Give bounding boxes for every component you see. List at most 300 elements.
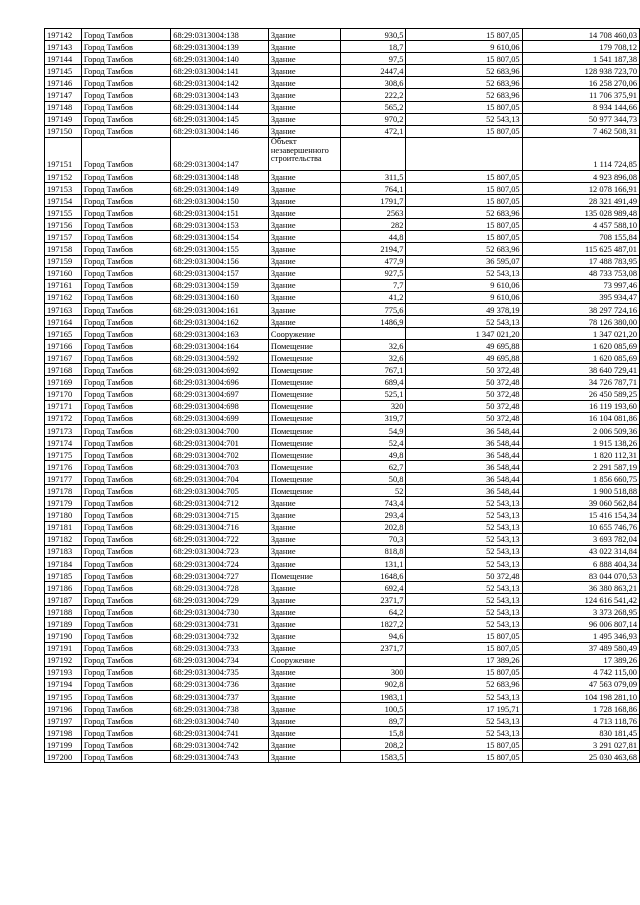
row-number-cell: 197154 bbox=[45, 195, 82, 207]
table-row bbox=[45, 182, 640, 194]
table-row bbox=[45, 473, 640, 485]
object-type-cell: Здание bbox=[268, 315, 340, 327]
cadastral-value-cell: 34 726 787,71 bbox=[522, 376, 639, 388]
cadastral-number-cell: 68:29:0313004:149 bbox=[171, 182, 269, 194]
city-cell: Город Тамбов bbox=[81, 702, 170, 714]
cadastral-value-cell: 25 030 463,68 bbox=[522, 751, 639, 763]
table-row bbox=[45, 303, 640, 315]
specific-value-cell: 17 389,26 bbox=[406, 654, 522, 666]
object-type-cell: Здание bbox=[268, 497, 340, 509]
specific-value-cell: 15 807,05 bbox=[406, 739, 522, 751]
cadastral-value-cell: 1 915 138,26 bbox=[522, 436, 639, 448]
object-type-cell: Здание bbox=[268, 678, 340, 690]
cadastral-value-cell: 38 640 729,41 bbox=[522, 364, 639, 376]
area-cell: 320 bbox=[341, 400, 406, 412]
cadastral-value-cell: 83 044 070,53 bbox=[522, 569, 639, 581]
row-number-cell: 197196 bbox=[45, 702, 82, 714]
row-number-cell: 197164 bbox=[45, 315, 82, 327]
cadastral-value-cell: 37 489 580,49 bbox=[522, 642, 639, 654]
cadastral-value-cell: 1 347 021,20 bbox=[522, 328, 639, 340]
area-cell: 764,1 bbox=[341, 182, 406, 194]
cadastral-value-cell: 4 457 588,10 bbox=[522, 219, 639, 231]
cadastral-value-cell: 73 997,46 bbox=[522, 279, 639, 291]
table-row bbox=[45, 666, 640, 678]
cadastral-value-cell: 1 728 168,86 bbox=[522, 702, 639, 714]
area-cell: 97,5 bbox=[341, 53, 406, 65]
cadastral-number-cell: 68:29:0313004:727 bbox=[171, 569, 269, 581]
area-cell: 49,8 bbox=[341, 449, 406, 461]
table-row bbox=[45, 77, 640, 89]
city-cell: Город Тамбов bbox=[81, 727, 170, 739]
object-type-cell: Здание bbox=[268, 557, 340, 569]
table-row bbox=[45, 654, 640, 666]
table-row bbox=[45, 678, 640, 690]
city-cell: Город Тамбов bbox=[81, 473, 170, 485]
cadastral-value-cell: 26 450 589,25 bbox=[522, 388, 639, 400]
table-row bbox=[45, 101, 640, 113]
cadastral-number-cell: 68:29:0313004:704 bbox=[171, 473, 269, 485]
area-cell: 62,7 bbox=[341, 461, 406, 473]
cadastral-value-cell: 1 900 518,88 bbox=[522, 485, 639, 497]
cadastral-number-cell: 68:29:0313004:144 bbox=[171, 101, 269, 113]
area-cell: 32,6 bbox=[341, 352, 406, 364]
row-number-cell: 197190 bbox=[45, 630, 82, 642]
specific-value-cell: 52 543,13 bbox=[406, 113, 522, 125]
city-cell: Город Тамбов bbox=[81, 594, 170, 606]
city-cell: Город Тамбов bbox=[81, 303, 170, 315]
cadastral-value-cell: 395 934,47 bbox=[522, 291, 639, 303]
city-cell: Город Тамбов bbox=[81, 53, 170, 65]
specific-value-cell: 52 683,96 bbox=[406, 89, 522, 101]
cadastral-number-cell: 68:29:0313004:142 bbox=[171, 77, 269, 89]
area-cell bbox=[341, 654, 406, 666]
city-cell: Город Тамбов bbox=[81, 424, 170, 436]
row-number-cell: 197185 bbox=[45, 569, 82, 581]
cadastral-number-cell: 68:29:0313004:722 bbox=[171, 533, 269, 545]
table-row bbox=[45, 594, 640, 606]
specific-value-cell: 50 372,48 bbox=[406, 388, 522, 400]
city-cell: Город Тамбов bbox=[81, 89, 170, 101]
specific-value-cell: 15 807,05 bbox=[406, 53, 522, 65]
specific-value-cell: 50 372,48 bbox=[406, 364, 522, 376]
table-row bbox=[45, 751, 640, 763]
row-number-cell: 197165 bbox=[45, 328, 82, 340]
specific-value-cell: 49 695,88 bbox=[406, 352, 522, 364]
cadastral-value-cell: 2 291 587,19 bbox=[522, 461, 639, 473]
area-cell: 52,4 bbox=[341, 436, 406, 448]
specific-value-cell: 36 548,44 bbox=[406, 436, 522, 448]
city-cell: Город Тамбов bbox=[81, 65, 170, 77]
table-row bbox=[45, 255, 640, 267]
specific-value-cell: 52 683,96 bbox=[406, 77, 522, 89]
row-number-cell: 197194 bbox=[45, 678, 82, 690]
object-type-cell: Здание bbox=[268, 751, 340, 763]
table-row bbox=[45, 352, 640, 364]
row-number-cell: 197160 bbox=[45, 267, 82, 279]
cadastral-number-cell: 68:29:0313004:147 bbox=[171, 137, 269, 170]
table-row bbox=[45, 642, 640, 654]
specific-value-cell: 52 543,13 bbox=[406, 497, 522, 509]
specific-value-cell: 52 543,13 bbox=[406, 533, 522, 545]
table-row bbox=[45, 219, 640, 231]
cadastral-value-cell: 1 495 346,93 bbox=[522, 630, 639, 642]
cadastral-number-cell: 68:29:0313004:159 bbox=[171, 279, 269, 291]
cadastral-value-cell: 7 462 508,31 bbox=[522, 125, 639, 137]
table-row bbox=[45, 606, 640, 618]
cadastral-number-cell: 68:29:0313004:715 bbox=[171, 509, 269, 521]
cadastral-number-cell: 68:29:0313004:154 bbox=[171, 231, 269, 243]
cadastral-value-cell: 3 291 027,81 bbox=[522, 739, 639, 751]
city-cell: Город Тамбов bbox=[81, 291, 170, 303]
specific-value-cell: 52 543,13 bbox=[406, 594, 522, 606]
table-row bbox=[45, 29, 640, 41]
table-row bbox=[45, 388, 640, 400]
object-type-cell: Здание bbox=[268, 739, 340, 751]
table-row bbox=[45, 557, 640, 569]
specific-value-cell: 52 543,13 bbox=[406, 509, 522, 521]
table-row bbox=[45, 702, 640, 714]
area-cell: 1648,6 bbox=[341, 569, 406, 581]
object-type-cell: Здание bbox=[268, 606, 340, 618]
city-cell: Город Тамбов bbox=[81, 182, 170, 194]
cadastral-number-cell: 68:29:0313004:699 bbox=[171, 412, 269, 424]
city-cell: Город Тамбов bbox=[81, 642, 170, 654]
area-cell: 300 bbox=[341, 666, 406, 678]
city-cell: Город Тамбов bbox=[81, 485, 170, 497]
specific-value-cell: 52 543,13 bbox=[406, 690, 522, 702]
row-number-cell: 197195 bbox=[45, 690, 82, 702]
city-cell: Город Тамбов bbox=[81, 29, 170, 41]
table-row bbox=[45, 125, 640, 137]
table-row bbox=[45, 630, 640, 642]
object-type-cell: Здание bbox=[268, 113, 340, 125]
area-cell: 15,8 bbox=[341, 727, 406, 739]
object-type-cell: Помещение bbox=[268, 436, 340, 448]
area-cell: 930,5 bbox=[341, 29, 406, 41]
table-row bbox=[45, 89, 640, 101]
city-cell: Город Тамбов bbox=[81, 77, 170, 89]
table-row bbox=[45, 545, 640, 557]
area-cell: 2371,7 bbox=[341, 642, 406, 654]
city-cell: Город Тамбов bbox=[81, 328, 170, 340]
city-cell: Город Тамбов bbox=[81, 630, 170, 642]
city-cell: Город Тамбов bbox=[81, 449, 170, 461]
object-type-cell: Здание bbox=[268, 303, 340, 315]
cadastral-number-cell: 68:29:0313004:139 bbox=[171, 41, 269, 53]
object-type-cell: Помещение bbox=[268, 376, 340, 388]
row-number-cell: 197163 bbox=[45, 303, 82, 315]
object-type-cell: Помещение bbox=[268, 461, 340, 473]
area-cell: 472,1 bbox=[341, 125, 406, 137]
specific-value-cell: 1 347 021,20 bbox=[406, 328, 522, 340]
area-cell: 208,2 bbox=[341, 739, 406, 751]
cadastral-number-cell: 68:29:0313004:696 bbox=[171, 376, 269, 388]
row-number-cell: 197149 bbox=[45, 113, 82, 125]
area-cell: 1983,1 bbox=[341, 690, 406, 702]
object-type-cell: Здание bbox=[268, 89, 340, 101]
area-cell: 202,8 bbox=[341, 521, 406, 533]
table-row bbox=[45, 618, 640, 630]
object-type-cell: Здание bbox=[268, 521, 340, 533]
table-row bbox=[45, 727, 640, 739]
table-row bbox=[45, 53, 640, 65]
area-cell: 1583,5 bbox=[341, 751, 406, 763]
cadastral-number-cell: 68:29:0313004:160 bbox=[171, 291, 269, 303]
specific-value-cell: 52 543,13 bbox=[406, 267, 522, 279]
cadastral-number-cell: 68:29:0313004:731 bbox=[171, 618, 269, 630]
cadastral-number-cell: 68:29:0313004:143 bbox=[171, 89, 269, 101]
row-number-cell: 197180 bbox=[45, 509, 82, 521]
table-row bbox=[45, 328, 640, 340]
specific-value-cell: 52 543,13 bbox=[406, 715, 522, 727]
table-row bbox=[45, 690, 640, 702]
table-row bbox=[45, 376, 640, 388]
cadastral-number-cell: 68:29:0313004:153 bbox=[171, 219, 269, 231]
cadastral-value-cell: 8 934 144,66 bbox=[522, 101, 639, 113]
area-cell: 54,9 bbox=[341, 424, 406, 436]
row-number-cell: 197200 bbox=[45, 751, 82, 763]
city-cell: Город Тамбов bbox=[81, 618, 170, 630]
table-row bbox=[45, 485, 640, 497]
row-number-cell: 197174 bbox=[45, 436, 82, 448]
row-number-cell: 197170 bbox=[45, 388, 82, 400]
cadastral-number-cell: 68:29:0313004:692 bbox=[171, 364, 269, 376]
object-type-cell: Помещение bbox=[268, 352, 340, 364]
cadastral-value-cell: 39 060 562,84 bbox=[522, 497, 639, 509]
city-cell: Город Тамбов bbox=[81, 666, 170, 678]
area-cell: 477,9 bbox=[341, 255, 406, 267]
row-number-cell: 197199 bbox=[45, 739, 82, 751]
specific-value-cell: 15 807,05 bbox=[406, 751, 522, 763]
object-type-cell: Здание bbox=[268, 509, 340, 521]
city-cell: Город Тамбов bbox=[81, 170, 170, 182]
area-cell: 41,2 bbox=[341, 291, 406, 303]
object-type-cell: Здание bbox=[268, 267, 340, 279]
city-cell: Город Тамбов bbox=[81, 376, 170, 388]
object-type-cell: Здание bbox=[268, 533, 340, 545]
specific-value-cell: 52 543,13 bbox=[406, 557, 522, 569]
city-cell: Город Тамбов bbox=[81, 533, 170, 545]
area-cell: 818,8 bbox=[341, 545, 406, 557]
table-row bbox=[45, 291, 640, 303]
area-cell bbox=[341, 328, 406, 340]
cadastral-number-cell: 68:29:0313004:703 bbox=[171, 461, 269, 473]
area-cell: 2563 bbox=[341, 207, 406, 219]
specific-value-cell: 17 195,71 bbox=[406, 702, 522, 714]
object-type-cell: Помещение bbox=[268, 340, 340, 352]
cadastral-number-cell: 68:29:0313004:716 bbox=[171, 521, 269, 533]
cadastral-value-cell: 48 733 753,08 bbox=[522, 267, 639, 279]
specific-value-cell: 52 683,96 bbox=[406, 65, 522, 77]
city-cell: Город Тамбов bbox=[81, 125, 170, 137]
cadastral-value-cell: 36 380 863,21 bbox=[522, 582, 639, 594]
city-cell: Город Тамбов bbox=[81, 412, 170, 424]
object-type-cell: Помещение bbox=[268, 400, 340, 412]
city-cell: Город Тамбов bbox=[81, 400, 170, 412]
table-row bbox=[45, 113, 640, 125]
cadastral-number-cell: 68:29:0313004:145 bbox=[171, 113, 269, 125]
city-cell: Город Тамбов bbox=[81, 461, 170, 473]
object-type-cell: Здание bbox=[268, 53, 340, 65]
object-type-cell: Здание bbox=[268, 618, 340, 630]
cadastral-value-cell: 38 297 724,16 bbox=[522, 303, 639, 315]
row-number-cell: 197159 bbox=[45, 255, 82, 267]
row-number-cell: 197150 bbox=[45, 125, 82, 137]
row-number-cell: 197192 bbox=[45, 654, 82, 666]
city-cell: Город Тамбов bbox=[81, 195, 170, 207]
cadastral-number-cell: 68:29:0313004:146 bbox=[171, 125, 269, 137]
table-row bbox=[45, 267, 640, 279]
row-number-cell: 197188 bbox=[45, 606, 82, 618]
table-row bbox=[45, 170, 640, 182]
area-cell: 1791,7 bbox=[341, 195, 406, 207]
area-cell: 94,6 bbox=[341, 630, 406, 642]
specific-value-cell: 50 372,48 bbox=[406, 569, 522, 581]
row-number-cell: 197191 bbox=[45, 642, 82, 654]
cadastral-value-cell: 2 006 509,36 bbox=[522, 424, 639, 436]
cadastral-number-cell: 68:29:0313004:162 bbox=[171, 315, 269, 327]
row-number-cell: 197198 bbox=[45, 727, 82, 739]
city-cell: Город Тамбов bbox=[81, 279, 170, 291]
cadastral-value-cell: 28 321 491,49 bbox=[522, 195, 639, 207]
city-cell: Город Тамбов bbox=[81, 751, 170, 763]
cadastral-value-cell: 10 655 746,76 bbox=[522, 521, 639, 533]
city-cell: Город Тамбов bbox=[81, 678, 170, 690]
specific-value-cell: 36 548,44 bbox=[406, 485, 522, 497]
area-cell: 222,2 bbox=[341, 89, 406, 101]
specific-value-cell: 52 683,96 bbox=[406, 243, 522, 255]
specific-value-cell: 15 807,05 bbox=[406, 630, 522, 642]
table-row bbox=[45, 279, 640, 291]
city-cell: Город Тамбов bbox=[81, 255, 170, 267]
area-cell: 2447,4 bbox=[341, 65, 406, 77]
city-cell: Город Тамбов bbox=[81, 497, 170, 509]
table-row bbox=[45, 137, 640, 170]
cadastral-number-cell: 68:29:0313004:698 bbox=[171, 400, 269, 412]
cadastral-value-cell: 11 706 375,91 bbox=[522, 89, 639, 101]
cadastral-value-cell: 6 888 404,34 bbox=[522, 557, 639, 569]
object-type-cell: Помещение bbox=[268, 424, 340, 436]
specific-value-cell: 52 543,13 bbox=[406, 545, 522, 557]
city-cell: Город Тамбов bbox=[81, 545, 170, 557]
area-cell: 692,4 bbox=[341, 582, 406, 594]
area-cell: 2371,7 bbox=[341, 594, 406, 606]
area-cell: 89,7 bbox=[341, 715, 406, 727]
area-cell: 50,8 bbox=[341, 473, 406, 485]
object-type-cell: Здание bbox=[268, 702, 340, 714]
object-type-cell: Помещение bbox=[268, 449, 340, 461]
cadastral-value-cell: 96 006 807,14 bbox=[522, 618, 639, 630]
specific-value-cell: 15 807,05 bbox=[406, 642, 522, 654]
specific-value-cell: 52 543,13 bbox=[406, 727, 522, 739]
cadastral-number-cell: 68:29:0313004:151 bbox=[171, 207, 269, 219]
cadastral-value-cell: 3 693 782,04 bbox=[522, 533, 639, 545]
specific-value-cell: 50 372,48 bbox=[406, 376, 522, 388]
row-number-cell: 197167 bbox=[45, 352, 82, 364]
cadastral-value-cell: 3 373 268,95 bbox=[522, 606, 639, 618]
table-row bbox=[45, 569, 640, 581]
object-type-cell: Здание bbox=[268, 170, 340, 182]
object-type-cell: Здание bbox=[268, 243, 340, 255]
object-type-cell: Здание bbox=[268, 182, 340, 194]
specific-value-cell: 15 807,05 bbox=[406, 170, 522, 182]
object-type-cell: Помещение bbox=[268, 412, 340, 424]
object-type-cell: Здание bbox=[268, 715, 340, 727]
city-cell: Город Тамбов bbox=[81, 509, 170, 521]
table-row bbox=[45, 715, 640, 727]
specific-value-cell: 49 378,19 bbox=[406, 303, 522, 315]
specific-value-cell bbox=[406, 137, 522, 170]
cadastral-value-cell: 4 923 896,08 bbox=[522, 170, 639, 182]
cadastral-number-cell: 68:29:0313004:592 bbox=[171, 352, 269, 364]
table-row bbox=[45, 521, 640, 533]
city-cell: Город Тамбов bbox=[81, 207, 170, 219]
cadastral-number-cell: 68:29:0313004:728 bbox=[171, 582, 269, 594]
cadastral-number-cell: 68:29:0313004:700 bbox=[171, 424, 269, 436]
table-row bbox=[45, 41, 640, 53]
cadastral-number-cell: 68:29:0313004:155 bbox=[171, 243, 269, 255]
object-type-cell: Здание bbox=[268, 65, 340, 77]
row-number-cell: 197166 bbox=[45, 340, 82, 352]
row-number-cell: 197158 bbox=[45, 243, 82, 255]
city-cell: Город Тамбов bbox=[81, 654, 170, 666]
specific-value-cell: 50 372,48 bbox=[406, 412, 522, 424]
specific-value-cell: 15 807,05 bbox=[406, 125, 522, 137]
row-number-cell: 197187 bbox=[45, 594, 82, 606]
cadastral-number-cell: 68:29:0313004:138 bbox=[171, 29, 269, 41]
cadastral-value-cell: 12 078 166,91 bbox=[522, 182, 639, 194]
table-row bbox=[45, 231, 640, 243]
specific-value-cell: 15 807,05 bbox=[406, 182, 522, 194]
cadastral-value-cell: 1 620 085,69 bbox=[522, 340, 639, 352]
area-cell: 70,3 bbox=[341, 533, 406, 545]
area-cell: 902,8 bbox=[341, 678, 406, 690]
object-type-cell: Объект незавершенного строительства bbox=[268, 137, 340, 170]
row-number-cell: 197146 bbox=[45, 77, 82, 89]
row-number-cell: 197142 bbox=[45, 29, 82, 41]
object-type-cell: Здание bbox=[268, 630, 340, 642]
row-number-cell: 197183 bbox=[45, 545, 82, 557]
cadastral-number-cell: 68:29:0313004:712 bbox=[171, 497, 269, 509]
area-cell: 18,7 bbox=[341, 41, 406, 53]
row-number-cell: 197155 bbox=[45, 207, 82, 219]
cadastral-value-cell: 4 713 118,76 bbox=[522, 715, 639, 727]
object-type-cell: Здание bbox=[268, 41, 340, 53]
row-number-cell: 197177 bbox=[45, 473, 82, 485]
object-type-cell: Здание bbox=[268, 594, 340, 606]
object-type-cell: Здание bbox=[268, 545, 340, 557]
object-type-cell: Здание bbox=[268, 219, 340, 231]
cadastral-number-cell: 68:29:0313004:697 bbox=[171, 388, 269, 400]
specific-value-cell: 36 548,44 bbox=[406, 473, 522, 485]
area-cell: 32,6 bbox=[341, 340, 406, 352]
city-cell: Город Тамбов bbox=[81, 113, 170, 125]
object-type-cell: Здание bbox=[268, 101, 340, 113]
specific-value-cell: 9 610,06 bbox=[406, 41, 522, 53]
cadastral-value-cell: 16 104 081,86 bbox=[522, 412, 639, 424]
cadastral-number-cell: 68:29:0313004:164 bbox=[171, 340, 269, 352]
row-number-cell: 197171 bbox=[45, 400, 82, 412]
row-number-cell: 197147 bbox=[45, 89, 82, 101]
cadastral-value-cell: 708 155,84 bbox=[522, 231, 639, 243]
city-cell: Город Тамбов bbox=[81, 315, 170, 327]
area-cell: 52 bbox=[341, 485, 406, 497]
cadastral-number-cell: 68:29:0313004:736 bbox=[171, 678, 269, 690]
row-number-cell: 197172 bbox=[45, 412, 82, 424]
cadastral-value-cell: 4 742 115,00 bbox=[522, 666, 639, 678]
table-row bbox=[45, 424, 640, 436]
cadastral-value-cell: 43 022 314,84 bbox=[522, 545, 639, 557]
